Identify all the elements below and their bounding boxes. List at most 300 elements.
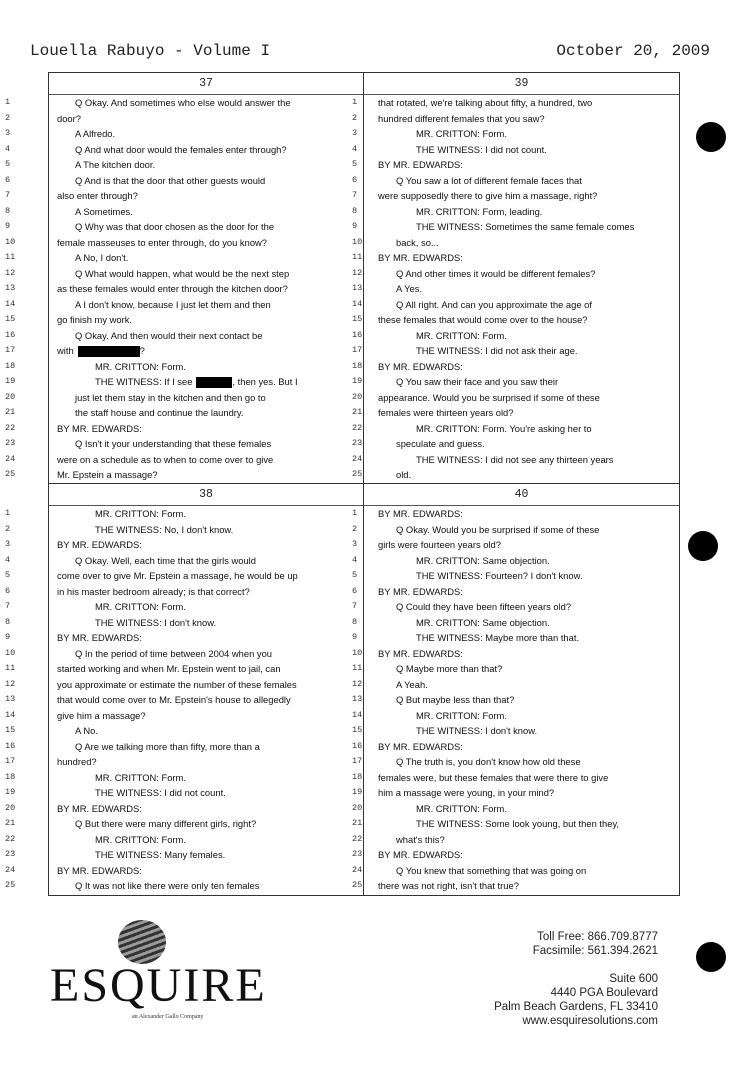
line-text — [57, 157, 155, 173]
transcript-line — [5, 142, 363, 158]
line-number: 6 — [352, 174, 358, 185]
line-number: 18 — [5, 771, 16, 782]
line-number: 9 — [352, 221, 358, 231]
page-number: 38 — [49, 484, 363, 506]
line-text-main: you approximate or estimate the number of these females — [57, 678, 297, 690]
line-text-main: Q But there were many different girls, right? — [75, 818, 257, 829]
line-text — [378, 297, 592, 313]
line-text — [378, 157, 463, 173]
line-text-main: MR. CRITTON: Same objection. — [416, 554, 550, 566]
line-text-main: A I don't know, because I just let them and then — [75, 298, 271, 310]
transcript-line — [5, 816, 363, 832]
transcript-line — [5, 95, 363, 111]
line-number: 10 — [352, 236, 363, 247]
line-text — [57, 297, 271, 313]
line-number: 18 — [352, 360, 363, 371]
binder-hole-mark — [696, 122, 726, 152]
transcript-line — [5, 770, 363, 786]
transcript-line — [352, 219, 679, 235]
line-text-after-redaction: ? — [139, 345, 145, 356]
transcript-line — [352, 506, 679, 522]
line-number: 10 — [5, 236, 16, 247]
transcript-line — [352, 770, 679, 786]
transcript-line — [5, 615, 363, 631]
line-text — [57, 584, 250, 600]
line-text-main: Mr. Epstein a massage? — [57, 469, 158, 480]
line-text-main: THE WITNESS: Maybe more than that. — [416, 632, 580, 643]
transcript-line — [5, 204, 363, 220]
line-text — [378, 235, 439, 251]
transcript-line — [5, 646, 363, 662]
transcript-line — [5, 739, 363, 755]
line-text-main: Q What would happen, what would be the next step — [75, 267, 290, 279]
transcript-line — [352, 615, 679, 631]
transcript-line — [352, 421, 679, 437]
line-text-main: appearance. Would you be surprised if some of these — [378, 391, 600, 403]
line-number: 25 — [352, 880, 363, 890]
line-number: 15 — [352, 314, 363, 324]
line-number: 13 — [5, 694, 16, 704]
suite-line: Suite 600 — [609, 973, 658, 985]
transcript-line — [5, 832, 363, 848]
line-number: 19 — [352, 376, 363, 386]
line-text — [57, 266, 289, 282]
line-text-main: give him a massage? — [57, 709, 146, 721]
line-number: 20 — [5, 802, 16, 813]
line-number: 15 — [5, 314, 16, 324]
line-number: 25 — [5, 880, 16, 890]
line-text — [57, 723, 98, 739]
line-text — [57, 235, 267, 251]
transcript-line — [5, 173, 363, 189]
line-number: 3 — [5, 128, 11, 138]
transcript-line — [352, 599, 679, 615]
line-text — [378, 312, 588, 328]
line-text-main: back, so... — [396, 236, 439, 248]
line-number: 4 — [352, 554, 358, 565]
line-number: 23 — [5, 438, 16, 448]
transcript-line — [352, 816, 679, 832]
transcript-line — [5, 111, 363, 127]
line-text — [378, 661, 502, 677]
line-number: 21 — [5, 818, 16, 828]
transcript-line — [352, 405, 679, 421]
line-number: 11 — [5, 663, 16, 673]
line-text-main: MR. CRITTON: Form. — [95, 771, 186, 783]
transcript-line — [5, 506, 363, 522]
line-text-main: Q Why was that door chosen as the door for the — [75, 221, 275, 232]
line-text — [378, 421, 592, 437]
transcript-line — [5, 421, 363, 437]
deponent-volume-title: Louella Rabuyo - Volume I — [30, 42, 271, 60]
line-text-main: THE WITNESS: Sometimes the same female comes — [416, 221, 635, 232]
transcript-line — [352, 630, 679, 646]
line-text-main: there was not right, isn't that true? — [378, 880, 519, 891]
line-text — [57, 832, 186, 848]
line-number: 1 — [5, 508, 11, 518]
transcript-line — [352, 723, 679, 739]
transcript-line — [352, 374, 679, 390]
line-text-main: BY MR. EDWARDS: — [378, 585, 463, 597]
line-text — [57, 863, 142, 879]
transcript-line — [5, 878, 363, 894]
line-text — [57, 421, 142, 437]
line-text-main: A Yes. — [396, 283, 423, 294]
line-text-main: hundred different females that you saw? — [378, 112, 545, 124]
line-number: 13 — [352, 283, 363, 293]
transcript-line — [5, 297, 363, 313]
line-text-main: that rotated, we're talking about fifty, a hundred, two — [378, 97, 593, 108]
line-text — [57, 374, 298, 390]
line-text-main: MR. CRITTON: Form. — [95, 508, 186, 519]
transcript-line — [352, 235, 679, 251]
transcript-line — [352, 173, 679, 189]
line-text-main: Q Maybe more than that? — [396, 663, 503, 674]
line-text-main: as these females would enter through the kitchen door? — [57, 283, 288, 294]
transcript-line — [352, 692, 679, 708]
transcript-line — [352, 863, 679, 879]
line-text — [378, 630, 579, 646]
line-text — [378, 506, 463, 522]
line-text-main: A No. — [75, 725, 98, 736]
line-number: 22 — [5, 833, 16, 844]
line-text-main: MR. CRITTON: Form. — [95, 360, 186, 372]
line-text — [378, 390, 600, 406]
line-number: 17 — [352, 756, 363, 766]
line-number: 1 — [5, 97, 11, 107]
line-text — [378, 126, 507, 142]
line-text — [57, 770, 186, 786]
line-number: 24 — [352, 453, 363, 464]
line-text — [378, 452, 613, 468]
transcript-line — [352, 111, 679, 127]
line-number: 24 — [352, 864, 363, 875]
line-text-main: A Alfredo. — [75, 128, 116, 139]
line-text-main: MR. CRITTON: Form. — [95, 833, 186, 845]
line-text — [57, 250, 128, 266]
line-number: 6 — [5, 585, 11, 596]
transcript-line — [5, 390, 363, 406]
line-number: 23 — [352, 438, 363, 448]
deposition-date: October 20, 2009 — [556, 42, 710, 60]
transcript-line — [5, 188, 363, 204]
city-line: Palm Beach Gardens, FL 33410 — [494, 1001, 658, 1013]
line-number: 9 — [5, 632, 11, 642]
line-text-main: BY MR. EDWARDS: — [378, 159, 463, 170]
line-number: 8 — [5, 616, 11, 627]
line-text-main: MR. CRITTON: Form, leading. — [416, 205, 543, 217]
line-text — [57, 553, 256, 569]
transcript-line — [352, 568, 679, 584]
transcript-line — [352, 832, 679, 848]
line-text — [378, 646, 463, 662]
transcript-line — [5, 677, 363, 693]
line-number: 14 — [5, 298, 16, 309]
transcript-line — [5, 436, 363, 452]
line-text-main: THE WITNESS: I did not ask their age. — [416, 345, 578, 356]
line-text — [378, 584, 463, 600]
line-text-main: BY MR. EDWARDS: — [378, 508, 463, 519]
line-number: 23 — [352, 849, 363, 859]
line-number: 1 — [352, 508, 358, 518]
line-text-main: these females that would come over to the house? — [378, 314, 588, 325]
line-number: 12 — [352, 678, 363, 689]
page-number: 40 — [364, 484, 679, 506]
line-number: 2 — [352, 523, 358, 534]
line-text-main: BY MR. EDWARDS: — [378, 740, 463, 752]
transcript-line — [5, 219, 363, 235]
line-number: 21 — [5, 407, 16, 417]
line-text — [378, 801, 507, 817]
line-text — [57, 661, 281, 677]
transcript-page — [5, 73, 364, 484]
line-text-main: Q In the period of time between 2004 when you — [75, 647, 273, 659]
line-text-main: Q It was not like there were only ten females — [75, 880, 260, 891]
esquire-logo — [50, 920, 267, 1030]
page-number: 37 — [49, 73, 363, 95]
transcript-line — [352, 343, 679, 359]
line-text-main: MR. CRITTON: Same objection. — [416, 616, 550, 628]
line-text — [57, 219, 274, 235]
line-text-main: females were thirteen years old? — [378, 407, 514, 418]
transcript-line — [352, 537, 679, 553]
line-text-main: BY MR. EDWARDS: — [378, 360, 463, 372]
line-number: 5 — [352, 159, 358, 169]
line-text-main: door? — [57, 112, 81, 124]
transcript-line — [352, 661, 679, 677]
line-number: 8 — [5, 205, 11, 216]
line-number: 6 — [352, 585, 358, 596]
line-text — [378, 537, 501, 553]
line-text-main: Q Are we talking more than fifty, more than a — [75, 740, 260, 752]
line-text-main: the staff house and continue the laundry. — [75, 407, 244, 418]
line-text — [378, 770, 608, 786]
line-text — [57, 405, 244, 421]
line-number: 24 — [5, 864, 16, 875]
line-text — [57, 785, 226, 801]
line-text — [57, 816, 256, 832]
line-text-main: also enter through? — [57, 190, 138, 201]
transcript-line — [5, 522, 363, 538]
line-text-main: girls were fourteen years old? — [378, 539, 501, 550]
transcript-line — [5, 126, 363, 142]
line-text — [57, 646, 272, 662]
line-text — [57, 343, 145, 359]
redaction-box — [196, 377, 232, 388]
website-link[interactable]: www.esquiresolutions.com — [522, 1015, 658, 1027]
line-text-main: started working and when Mr. Epstein went to jail, can — [57, 663, 281, 674]
line-text-main: go finish my work. — [57, 314, 133, 325]
line-number: 7 — [352, 601, 358, 611]
transcript-line — [5, 568, 363, 584]
line-text — [378, 708, 507, 724]
line-text — [57, 390, 266, 406]
line-number: 9 — [352, 632, 358, 642]
transcript-line — [5, 359, 363, 375]
line-number: 17 — [5, 756, 16, 766]
line-text-main: that would come over to Mr. Epstein's house to allegedly — [57, 694, 291, 705]
line-number: 22 — [352, 422, 363, 433]
transcript-line — [352, 95, 679, 111]
line-text — [57, 630, 142, 646]
line-text-main: A No, I don't. — [75, 252, 129, 263]
line-text-main: THE WITNESS: I don't know. — [95, 616, 217, 628]
line-number: 19 — [352, 787, 363, 797]
line-text-main: Q Okay. And then would their next contact be — [75, 329, 263, 341]
line-number: 3 — [5, 539, 11, 549]
line-text-main: BY MR. EDWARDS: — [57, 422, 142, 434]
line-text — [57, 111, 81, 127]
line-text-main: Q The truth is, you don't know how old these — [396, 756, 581, 767]
transcript-line — [352, 785, 679, 801]
line-text — [378, 878, 519, 894]
binder-hole-mark — [688, 531, 718, 561]
line-text — [378, 436, 485, 452]
line-number: 2 — [5, 112, 11, 123]
transcript-line — [352, 250, 679, 266]
transcript-line — [5, 708, 363, 724]
transcript-line — [352, 126, 679, 142]
line-text — [57, 359, 186, 375]
line-text — [378, 677, 428, 693]
line-text-main: Q And other times it would be different females? — [396, 267, 596, 279]
logo-wordmark: ESQUIRE — [50, 959, 267, 1012]
line-number: 11 — [352, 663, 363, 673]
line-number: 13 — [5, 283, 16, 293]
line-text — [57, 568, 298, 584]
line-text — [378, 204, 542, 220]
line-number: 3 — [352, 539, 358, 549]
transcript-line — [352, 754, 679, 770]
transcript-line — [5, 692, 363, 708]
line-number: 18 — [5, 360, 16, 371]
line-text — [57, 692, 291, 708]
line-text — [378, 568, 582, 584]
line-number: 4 — [5, 554, 11, 565]
transcript-line — [5, 452, 363, 468]
line-text-main: just let them stay in the kitchen and then go to — [75, 391, 266, 403]
transcript-line — [5, 847, 363, 863]
transcript-line — [5, 537, 363, 553]
transcript-line — [352, 646, 679, 662]
transcript-line — [352, 297, 679, 313]
line-text-main: him a massage were young, in your mind? — [378, 787, 555, 798]
line-text — [57, 452, 273, 468]
line-number: 20 — [5, 391, 16, 402]
line-text — [378, 615, 550, 631]
line-text-main: THE WITNESS: I did not count. — [95, 787, 226, 798]
page-header — [30, 42, 716, 68]
line-text-main: A Sometimes. — [75, 205, 133, 217]
transcript-line — [352, 739, 679, 755]
line-text-main: old. — [396, 469, 412, 480]
line-text-main: THE WITNESS: If I see — [95, 376, 193, 387]
transcript-line — [5, 328, 363, 344]
line-text-main: Q Okay. And sometimes who else would answer the — [75, 97, 291, 108]
line-number: 24 — [5, 453, 16, 464]
line-text — [378, 863, 586, 879]
line-number: 17 — [352, 345, 363, 355]
line-number: 16 — [5, 329, 16, 340]
line-number: 18 — [352, 771, 363, 782]
line-text — [57, 754, 97, 770]
line-text — [57, 281, 288, 297]
line-number: 16 — [352, 740, 363, 751]
contact-block — [494, 930, 658, 1028]
line-text — [378, 281, 422, 297]
street-line: 4440 PGA Boulevard — [550, 987, 658, 999]
line-text — [57, 708, 146, 724]
line-text — [57, 126, 115, 142]
line-text — [378, 785, 554, 801]
transcript-line — [352, 847, 679, 863]
line-number: 12 — [5, 678, 16, 689]
transcript-line — [5, 723, 363, 739]
line-text — [378, 739, 463, 755]
line-text — [378, 692, 514, 708]
transcript-line — [352, 359, 679, 375]
transcript-line — [352, 878, 679, 894]
line-number: 11 — [5, 252, 16, 262]
line-text — [57, 537, 142, 553]
transcript-line — [5, 405, 363, 421]
line-text-main: BY MR. EDWARDS: — [378, 252, 463, 263]
transcript-line — [5, 801, 363, 817]
line-number: 4 — [5, 143, 11, 154]
transcript-page — [352, 484, 679, 895]
line-number: 16 — [5, 740, 16, 751]
transcript-line — [5, 661, 363, 677]
line-number: 10 — [5, 647, 16, 658]
line-text — [57, 204, 133, 220]
line-text — [57, 188, 138, 204]
line-text-main: MR. CRITTON: Form. — [416, 802, 507, 814]
line-text-main: were supposedly there to give him a massage, right? — [378, 190, 598, 201]
line-text-main: MR. CRITTON: Form. — [95, 601, 186, 612]
line-text-main: Q Isn't it your understanding that these females — [75, 438, 272, 449]
transcript-line — [352, 157, 679, 173]
line-text-main: were on a schedule as to when to come over to give — [57, 453, 274, 465]
line-text — [57, 328, 262, 344]
line-number: 23 — [5, 849, 16, 859]
line-text-main: MR. CRITTON: Form. — [416, 709, 507, 721]
transcript-line — [352, 677, 679, 693]
line-text — [57, 142, 287, 158]
line-number: 12 — [352, 267, 363, 278]
line-text — [378, 95, 592, 111]
line-text-main: females were, but these females that were there to give — [378, 771, 609, 783]
transcript-line — [5, 467, 363, 483]
line-text-main: hundred? — [57, 756, 97, 767]
line-text — [378, 754, 581, 770]
line-text-main: Q Could they have been fifteen years old? — [396, 601, 572, 612]
line-text-main: speculate and guess. — [396, 438, 485, 449]
transcript-line — [352, 553, 679, 569]
transcript-line — [352, 452, 679, 468]
line-text-main: BY MR. EDWARDS: — [57, 802, 142, 814]
line-text — [378, 816, 619, 832]
transcript-line — [352, 801, 679, 817]
transcript-line — [352, 328, 679, 344]
line-text — [378, 723, 537, 739]
line-text — [378, 111, 545, 127]
line-text-main: THE WITNESS: Many females. — [95, 849, 226, 860]
line-number: 11 — [352, 252, 363, 262]
line-text — [378, 266, 595, 282]
line-number: 15 — [352, 725, 363, 735]
line-text — [57, 677, 297, 693]
transcript-line — [5, 863, 363, 879]
